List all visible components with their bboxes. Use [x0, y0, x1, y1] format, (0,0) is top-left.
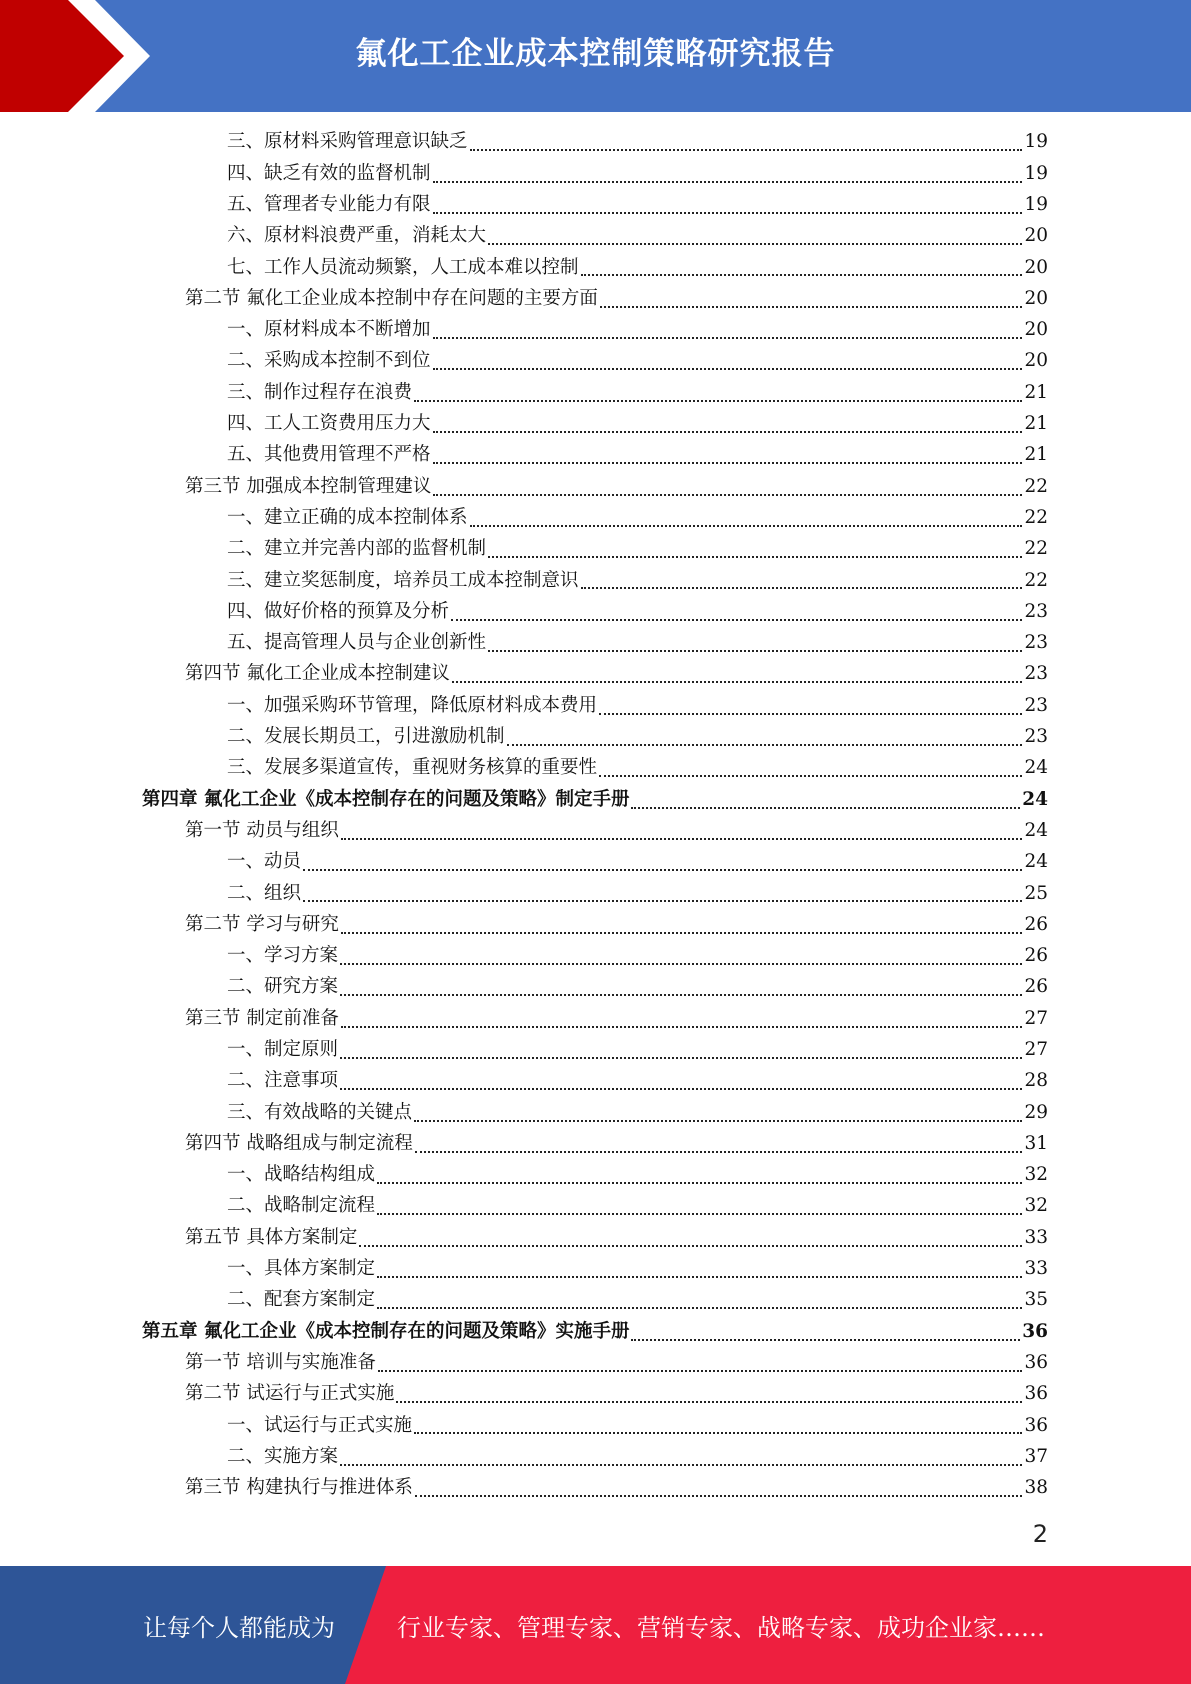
toc-entry-label: 一、加强采购环节管理，降低原材料成本费用: [227, 694, 598, 716]
toc-entry-label: 第三节 构建执行与推进体系: [185, 1477, 413, 1499]
toc-dot-leader: [396, 1393, 1022, 1403]
toc-entry-label: 二、建立并完善内部的监督机制: [227, 538, 487, 560]
toc-dot-leader: [415, 1143, 1023, 1153]
toc-entry-item[interactable]: [0, 1410, 1191, 1441]
toc-entry-label: 二、发展长期员工，引进激励机制: [227, 726, 505, 748]
toc-entry-page: 26: [1024, 913, 1048, 935]
toc-entry-label: 三、制作过程存在浪费: [227, 381, 413, 403]
toc-entry-page: 20: [1024, 287, 1048, 309]
toc-entry-label: 第五节 具体方案制定: [185, 1226, 358, 1248]
toc-entry-page: 36: [1022, 1320, 1048, 1342]
toc-entry-label: 一、试运行与正式实施: [227, 1414, 413, 1436]
toc-entry-label: 第三节 加强成本控制管理建议: [185, 475, 432, 497]
toc-entry-page: 20: [1024, 319, 1048, 341]
toc-entry-page: 36: [1024, 1414, 1048, 1436]
toc-dot-leader: [341, 924, 1023, 934]
toc-entry-label: 二、采购成本控制不到位: [227, 350, 431, 372]
toc-entry-label: 一、战略结构组成: [227, 1164, 376, 1186]
toc-entry-section[interactable]: [0, 283, 1191, 314]
toc-entry-item[interactable]: [0, 377, 1191, 408]
toc-entry-page: 27: [1024, 1007, 1048, 1029]
toc-entry-page: 23: [1024, 632, 1048, 654]
toc-entry-label: 四、缺乏有效的监督机制: [227, 162, 431, 184]
toc-entry-label: 二、战略制定流程: [227, 1195, 376, 1217]
footer-slogan-right: 行业专家、管理专家、营销专家、战略专家、成功企业家……: [397, 1613, 1045, 1642]
toc-entry-item[interactable]: [0, 158, 1191, 189]
toc-entry-label: 三、原材料采购管理意识缺乏: [227, 131, 468, 153]
toc-entry-page: 26: [1024, 976, 1048, 998]
toc-dot-leader: [341, 1018, 1023, 1028]
toc-dot-leader: [340, 1080, 1022, 1090]
toc-entry-label: 第二节 氟化工企业成本控制中存在问题的主要方面: [185, 287, 598, 309]
toc-entry-item[interactable]: [0, 127, 1191, 158]
toc-dot-leader: [433, 204, 1023, 214]
toc-entry-label: 第一节 动员与组织: [185, 819, 339, 841]
toc-entry-page: 24: [1022, 788, 1048, 810]
toc-entry-item[interactable]: [0, 1097, 1191, 1128]
toc-entry-item[interactable]: [0, 565, 1191, 596]
toc-entry-section[interactable]: [0, 471, 1191, 502]
toc-entry-page: 32: [1024, 1164, 1048, 1186]
toc-entry-page: 38: [1024, 1477, 1048, 1499]
toc-entry-section[interactable]: [0, 816, 1191, 847]
toc-entry-page: 22: [1024, 475, 1048, 497]
toc-entry-label: 六、原材料浪费严重，消耗太大: [227, 225, 487, 247]
toc-entry-item[interactable]: [0, 221, 1191, 252]
toc-entry-item[interactable]: [0, 346, 1191, 377]
toc-entry-item[interactable]: [0, 1160, 1191, 1191]
page-footer: [0, 1566, 1191, 1684]
toc-dot-leader: [452, 673, 1023, 683]
toc-dot-leader: [599, 705, 1022, 715]
toc-dot-leader: [303, 892, 1022, 902]
toc-entry-page: 23: [1024, 663, 1048, 685]
toc-dot-leader: [581, 266, 1023, 276]
toc-entry-label: 一、原材料成本不断增加: [227, 319, 431, 341]
toc-entry-chapter[interactable]: [0, 784, 1191, 815]
toc-entry-page: 27: [1024, 1039, 1048, 1060]
toc-dot-leader: [433, 454, 1023, 464]
toc-entry-page: 24: [1024, 757, 1048, 779]
toc-entry-label: 五、管理者专业能力有限: [227, 193, 431, 215]
toc-dot-leader: [433, 360, 1023, 370]
toc-entry-label: 一、建立正确的成本控制体系: [227, 506, 468, 528]
toc-dot-leader: [433, 329, 1023, 339]
toc-entry-item[interactable]: [0, 1191, 1191, 1222]
toc-dot-leader: [470, 517, 1023, 527]
header-arrow-decoration: [0, 0, 150, 112]
toc-dot-leader: [433, 423, 1023, 433]
toc-entry-label: 第二节 学习与研究: [185, 913, 339, 935]
toc-dot-leader: [507, 736, 1023, 746]
toc-entry-page: 31: [1024, 1132, 1048, 1154]
table-of-contents: [0, 127, 1191, 1504]
toc-entry-label: 二、配套方案制定: [227, 1289, 376, 1311]
toc-entry-item[interactable]: [0, 1035, 1191, 1066]
toc-dot-leader: [470, 141, 1023, 151]
toc-entry-item[interactable]: [0, 628, 1191, 659]
toc-dot-leader: [433, 173, 1023, 183]
toc-entry-page: 24: [1024, 851, 1048, 873]
toc-entry-item[interactable]: [0, 722, 1191, 753]
toc-entry-item[interactable]: [0, 315, 1191, 346]
toc-dot-leader: [599, 767, 1022, 777]
toc-entry-label: 第四章 氟化工企业《成本控制存在的问题及策略》制定手册: [142, 788, 630, 810]
toc-dot-leader: [600, 298, 1023, 308]
toc-dot-leader: [359, 1237, 1022, 1247]
toc-entry-item[interactable]: [0, 1285, 1191, 1316]
toc-entry-label: 第四节 氟化工企业成本控制建议: [185, 663, 450, 685]
toc-dot-leader: [631, 1331, 1020, 1341]
toc-entry-page: 23: [1024, 726, 1048, 748]
toc-dot-leader: [631, 799, 1020, 809]
toc-entry-section[interactable]: [0, 659, 1191, 690]
toc-entry-page: 19: [1024, 193, 1048, 215]
footer-slogan-left: 让每个人都能成为: [143, 1613, 335, 1642]
document-title: 氟化工企业成本控制策略研究报告: [355, 35, 836, 72]
toc-entry-chapter[interactable]: [0, 1316, 1191, 1347]
toc-entry-label: 二、组织: [227, 882, 302, 904]
toc-dot-leader: [377, 1268, 1022, 1278]
toc-entry-page: 28: [1024, 1070, 1048, 1092]
toc-entry-label: 四、做好价格的预算及分析: [227, 600, 450, 622]
toc-entry-item[interactable]: [0, 190, 1191, 221]
toc-entry-label: 第四节 战略组成与制定流程: [185, 1132, 413, 1154]
toc-entry-page: 22: [1024, 569, 1048, 591]
toc-entry-page: 23: [1024, 600, 1048, 622]
toc-entry-label: 四、工人工资费用压力大: [227, 413, 431, 435]
toc-dot-leader: [414, 1112, 1022, 1122]
toc-entry-page: 33: [1024, 1226, 1048, 1248]
toc-entry-label: 第一节 培训与实施准备: [185, 1351, 376, 1373]
toc-entry-page: 21: [1024, 381, 1048, 403]
toc-dot-leader: [377, 1205, 1022, 1215]
toc-entry-page: 29: [1024, 1101, 1048, 1123]
toc-dot-leader: [433, 486, 1022, 496]
toc-entry-section[interactable]: [0, 1473, 1191, 1504]
page-header: [0, 0, 1191, 112]
toc-entry-page: 37: [1024, 1445, 1048, 1467]
toc-entry-label: 三、建立奖惩制度，培养员工成本控制意识: [227, 569, 579, 591]
toc-entry-section[interactable]: [0, 1379, 1191, 1410]
toc-entry-label: 五、其他费用管理不严格: [227, 444, 431, 466]
toc-dot-leader: [377, 1174, 1022, 1184]
toc-entry-page: 24: [1024, 819, 1048, 841]
toc-dot-leader: [488, 548, 1022, 558]
toc-entry-page: 22: [1024, 538, 1048, 560]
toc-entry-page: 19: [1024, 162, 1048, 184]
toc-entry-item[interactable]: [0, 596, 1191, 627]
toc-entry-page: 20: [1024, 350, 1048, 372]
toc-entry-item[interactable]: [0, 690, 1191, 721]
toc-dot-leader: [340, 1456, 1022, 1466]
toc-entry-label: 第三节 制定前准备: [185, 1007, 339, 1029]
toc-dot-leader: [414, 392, 1022, 402]
toc-entry-page: 36: [1024, 1383, 1048, 1405]
toc-entry-label: 一、动员: [227, 851, 302, 873]
toc-entry-page: 33: [1024, 1258, 1048, 1280]
toc-dot-leader: [415, 1487, 1023, 1497]
toc-dot-leader: [488, 642, 1022, 652]
toc-entry-item[interactable]: [0, 753, 1191, 784]
toc-entry-label: 第五章 氟化工企业《成本控制存在的问题及策略》实施手册: [142, 1320, 630, 1342]
toc-entry-item[interactable]: [0, 1066, 1191, 1097]
toc-entry-item[interactable]: [0, 972, 1191, 1003]
toc-entry-label: 二、注意事项: [227, 1070, 339, 1092]
toc-entry-item[interactable]: [0, 534, 1191, 565]
toc-entry-item[interactable]: [0, 252, 1191, 283]
toc-entry-page: 35: [1024, 1289, 1048, 1311]
toc-entry-label: 一、学习方案: [227, 945, 339, 967]
toc-entry-page: 25: [1024, 882, 1048, 904]
toc-entry-item[interactable]: [0, 503, 1191, 534]
toc-entry-label: 三、有效战略的关键点: [227, 1101, 413, 1123]
toc-entry-label: 二、研究方案: [227, 976, 339, 998]
toc-entry-item[interactable]: [0, 878, 1191, 909]
toc-entry-section[interactable]: [0, 1003, 1191, 1034]
toc-entry-item[interactable]: [0, 1254, 1191, 1285]
toc-dot-leader: [377, 1299, 1022, 1309]
toc-entry-item[interactable]: [0, 847, 1191, 878]
toc-dot-leader: [340, 1049, 1022, 1059]
toc-dot-leader: [488, 235, 1022, 245]
toc-entry-page: 22: [1024, 506, 1048, 528]
toc-entry-page: 21: [1024, 444, 1048, 466]
toc-entry-section[interactable]: [0, 1129, 1191, 1160]
toc-entry-label: 第二节 试运行与正式实施: [185, 1383, 395, 1405]
toc-entry-section[interactable]: [0, 909, 1191, 940]
toc-entry-page: 32: [1024, 1195, 1048, 1217]
toc-entry-page: 21: [1024, 413, 1048, 435]
toc-dot-leader: [303, 861, 1022, 871]
toc-dot-leader: [414, 1424, 1022, 1434]
toc-dot-leader: [341, 830, 1023, 840]
toc-dot-leader: [340, 955, 1022, 965]
toc-entry-item[interactable]: [0, 409, 1191, 440]
toc-entry-page: 23: [1024, 694, 1048, 716]
toc-entry-section[interactable]: [0, 1222, 1191, 1253]
toc-entry-item[interactable]: [0, 941, 1191, 972]
toc-dot-leader: [340, 986, 1022, 996]
toc-entry-page: 20: [1024, 256, 1048, 278]
toc-dot-leader: [378, 1362, 1023, 1372]
toc-dot-leader: [581, 579, 1023, 589]
toc-entry-label: 二、实施方案: [227, 1445, 339, 1467]
page-number: 2: [1032, 1520, 1048, 1548]
toc-entry-label: 五、提高管理人员与企业创新性: [227, 632, 487, 654]
toc-entry-page: 20: [1024, 225, 1048, 247]
toc-entry-item[interactable]: [0, 1441, 1191, 1472]
toc-entry-label: 一、具体方案制定: [227, 1258, 376, 1280]
toc-entry-label: 七、工作人员流动频繁，人工成本难以控制: [227, 256, 579, 278]
toc-entry-label: 一、制定原则: [227, 1039, 339, 1060]
toc-dot-leader: [451, 611, 1022, 621]
toc-entry-section[interactable]: [0, 1348, 1191, 1379]
toc-entry-item[interactable]: [0, 440, 1191, 471]
toc-entry-page: 26: [1024, 945, 1048, 967]
toc-entry-label: 三、发展多渠道宣传，重视财务核算的重要性: [227, 757, 598, 779]
toc-entry-page: 36: [1024, 1351, 1048, 1373]
toc-entry-page: 19: [1024, 131, 1048, 153]
